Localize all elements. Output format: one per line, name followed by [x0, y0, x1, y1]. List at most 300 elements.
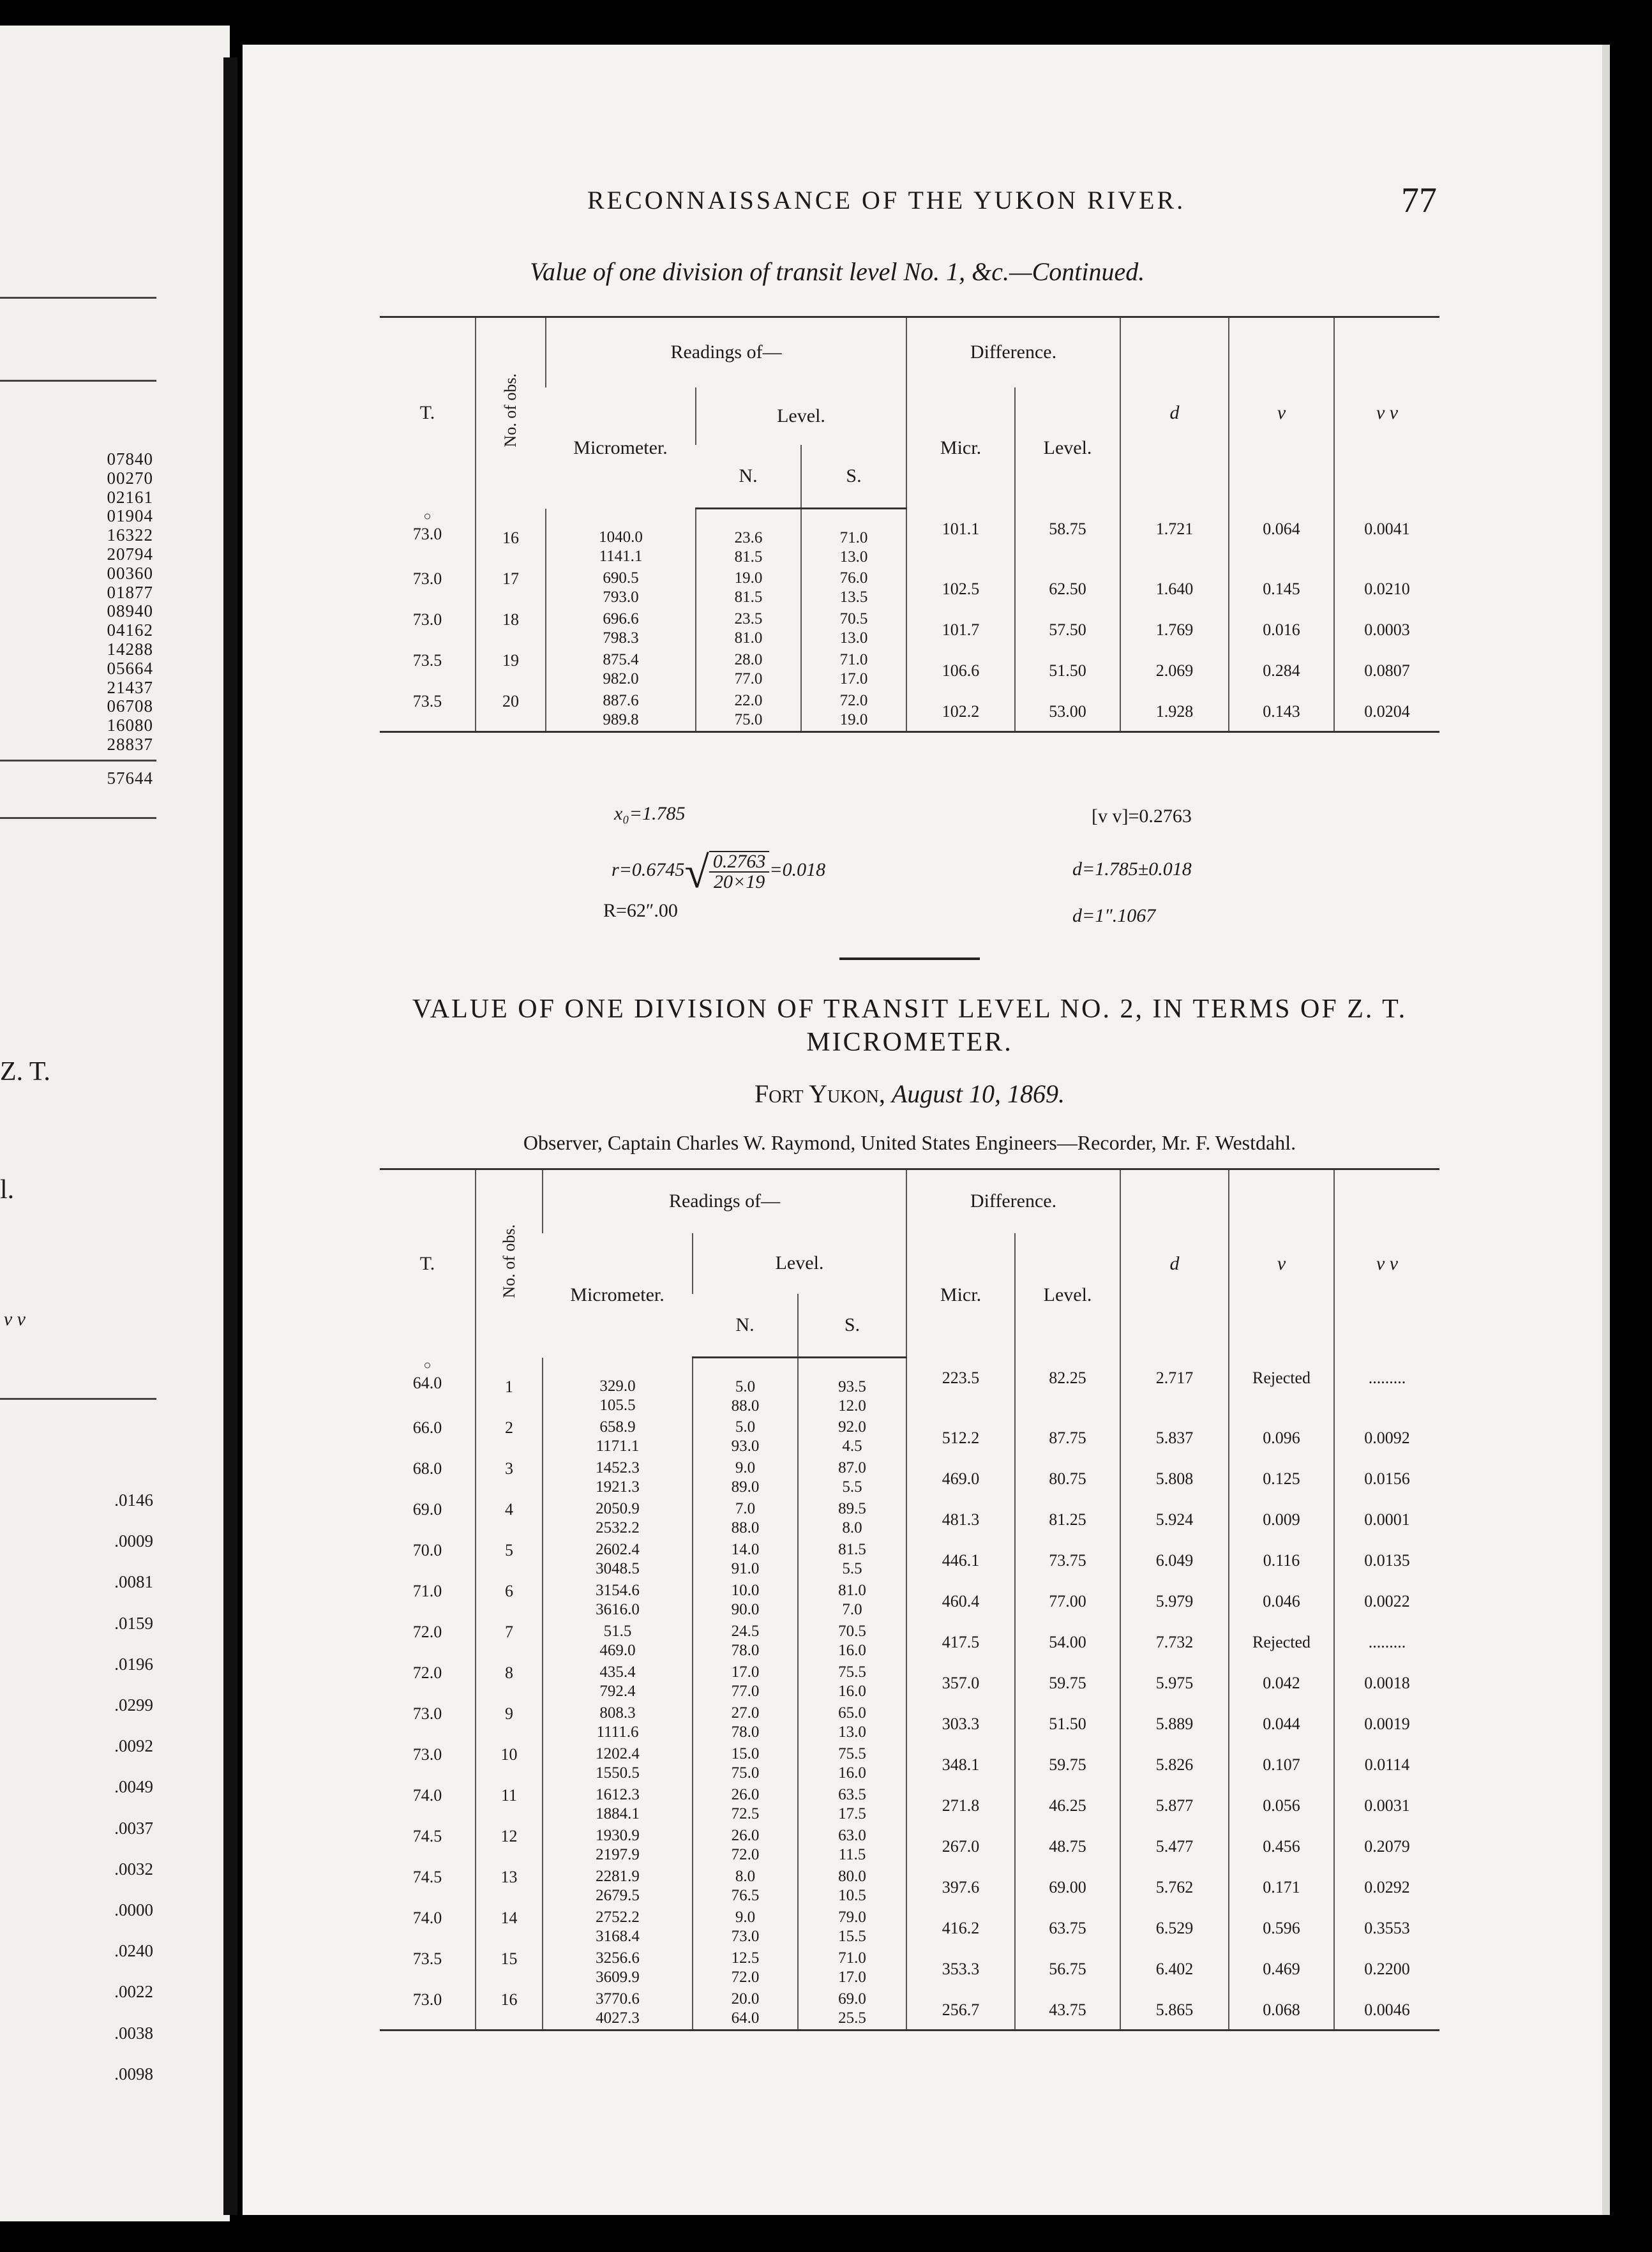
cell-s-value: 63.0: [838, 1826, 866, 1844]
facing-vv-value: .0081: [114, 1572, 153, 1592]
cell-lev: 81.25: [1015, 1499, 1120, 1540]
cell-n-value: 19.0: [734, 569, 763, 587]
cell-t: [380, 1826, 476, 1867]
cell-v: 0.171: [1229, 1867, 1334, 1908]
cell-mic: [543, 1745, 693, 1785]
facing-number: 02161: [107, 487, 153, 507]
cell-n-value: 89.0: [731, 1478, 760, 1496]
cell-n-value: 72.5: [731, 1805, 760, 1822]
cell-obs: 14: [476, 1908, 543, 1949]
table-row: [380, 1867, 1439, 1908]
table-row: [380, 1908, 1439, 1949]
cell-s: [798, 1785, 906, 1826]
table2: [380, 1168, 1439, 2031]
cell-s-value: 13.0: [839, 629, 868, 647]
cell-d: 6.529: [1120, 1908, 1229, 1949]
table-row: [380, 1459, 1439, 1499]
cell-obs: 9: [476, 1704, 543, 1745]
cell-v: Rejected: [1229, 1358, 1334, 1418]
cell-d: 6.402: [1120, 1949, 1229, 1990]
cell-d: 5.808: [1120, 1459, 1229, 1499]
cell-d: 5.889: [1120, 1704, 1229, 1745]
cell-d: 1.928: [1120, 691, 1229, 732]
table1: [380, 316, 1439, 733]
cell-micr: 357.0: [906, 1663, 1015, 1704]
cell-s-value: 13.5: [839, 588, 868, 606]
facing-number: 04162: [107, 620, 153, 640]
cell-mic-value: 105.5: [599, 1396, 636, 1414]
cell-vv: 0.0292: [1334, 1867, 1439, 1908]
cell-lev: 54.00: [1015, 1622, 1120, 1663]
cell-n: [693, 1949, 798, 1990]
cell-t-value: 74.5: [412, 1867, 442, 1886]
cell-mic-value: 1612.3: [596, 1785, 640, 1803]
facing-number: 28837: [107, 735, 153, 754]
cell-mic-value: 3256.6: [596, 1949, 640, 1967]
facing-number: 07840: [107, 449, 153, 469]
cell-s-value: 72.0: [839, 691, 868, 709]
cell-n-value: 23.6: [734, 529, 763, 546]
col-v: v: [1229, 1169, 1334, 1358]
facing-number: 20794: [107, 544, 153, 564]
facing-number: 00360: [107, 563, 153, 583]
facing-page-vv: v v: [3, 1309, 26, 1330]
cell-obs: 12: [476, 1826, 543, 1867]
cell-micr: 469.0: [906, 1459, 1015, 1499]
cell-t-value: 66.0: [412, 1418, 442, 1437]
col-diff-level: Level.: [1015, 1233, 1120, 1358]
cell-n-value: 75.0: [734, 710, 763, 728]
cell-s-value: 89.5: [838, 1499, 866, 1517]
cell-obs: 16: [476, 509, 546, 569]
cell-mic-value: 808.3: [599, 1704, 636, 1722]
cell-s-value: 70.5: [839, 610, 868, 627]
formula-d1: d=1.785±0.018: [1072, 859, 1192, 880]
cell-n-value: 5.0: [735, 1418, 756, 1436]
col-vv: v v: [1334, 1169, 1439, 1358]
table-row: [380, 1418, 1439, 1459]
cell-v: 0.044: [1229, 1704, 1334, 1745]
cell-t-value: 68.0: [412, 1459, 442, 1478]
cell-n-value: 17.0: [731, 1663, 760, 1681]
cell-mic-value: 51.5: [603, 1622, 632, 1640]
cell-lev: 46.25: [1015, 1785, 1120, 1826]
cell-n-value: 64.0: [731, 2009, 760, 2027]
table-row: [380, 509, 1439, 569]
cell-vv: 0.0204: [1334, 691, 1439, 732]
cell-vv: 0.0210: [1334, 569, 1439, 610]
table-row: [380, 1358, 1439, 1418]
cell-mic-value: 1550.5: [596, 1764, 640, 1782]
cell-micr: 223.5: [906, 1358, 1015, 1418]
table1-grid: [380, 316, 1439, 733]
cell-n-value: 91.0: [731, 1559, 760, 1577]
cell-t: [380, 1745, 476, 1785]
cell-vv: 0.0022: [1334, 1581, 1439, 1622]
table-row: [380, 1704, 1439, 1745]
cell-s: [798, 1704, 906, 1745]
section2-observer: Observer, Captain Charles W. Raymond, United States Engineers—Recorder, Mr. F. Westdahl.: [523, 1131, 1296, 1154]
cell-n-value: 12.5: [731, 1949, 760, 1967]
cell-lev: 62.50: [1015, 569, 1120, 610]
cell-obs: 16: [476, 1990, 543, 2031]
formula-r-lhs: r=0.6745: [612, 859, 685, 880]
cell-n: [693, 1540, 798, 1581]
cell-obs: 19: [476, 650, 546, 691]
col-level: Level.: [696, 387, 906, 445]
cell-mic: [543, 1663, 693, 1704]
cell-micr: 256.7: [906, 1990, 1015, 2031]
cell-micr: 512.2: [906, 1418, 1015, 1459]
cell-t: [380, 1358, 476, 1418]
facing-number: 08940: [107, 601, 153, 621]
cell-v: 0.284: [1229, 650, 1334, 691]
formula-R: R=62″.00: [603, 900, 678, 921]
cell-obs: 17: [476, 569, 546, 610]
cell-s: [798, 1663, 906, 1704]
cell-v: 0.116: [1229, 1540, 1334, 1581]
col-obs-label: No. of obs.: [499, 1224, 518, 1298]
cell-micr: 397.6: [906, 1867, 1015, 1908]
table-row: [380, 569, 1439, 610]
cell-mic: [543, 1826, 693, 1867]
cell-micr: 416.2: [906, 1908, 1015, 1949]
cell-s-value: 93.5: [838, 1378, 866, 1395]
cell-micr: 102.5: [906, 569, 1015, 610]
cell-t-value: 73.0: [412, 610, 442, 629]
facing-page-sum: 57644: [107, 769, 153, 788]
cell-s-value: 81.0: [838, 1581, 866, 1599]
cell-mic-value: 1930.9: [596, 1826, 640, 1844]
cell-n: [693, 1622, 798, 1663]
cell-s: [798, 1459, 906, 1499]
cell-mic-value: 435.4: [599, 1663, 636, 1681]
facing-number: 14288: [107, 640, 153, 659]
facing-vv-value: .0092: [114, 1736, 153, 1756]
cell-lev: 69.00: [1015, 1867, 1120, 1908]
cell-micr: 353.3: [906, 1949, 1015, 1990]
rule: [0, 1398, 156, 1400]
cell-vv: 0.0001: [1334, 1499, 1439, 1540]
cell-s-value: 75.5: [838, 1745, 866, 1762]
col-vv: v v: [1334, 317, 1439, 509]
cell-d: 5.979: [1120, 1581, 1229, 1622]
cell-mic: [543, 1785, 693, 1826]
cell-lev: 80.75: [1015, 1459, 1120, 1499]
cell-mic: [543, 1418, 693, 1459]
facing-vv-value: .0240: [114, 1941, 153, 1961]
cell-t-value: 73.0: [412, 569, 442, 588]
fraction-numerator: 0.2763: [709, 852, 770, 873]
cell-lev: 58.75: [1015, 509, 1120, 569]
col-micrometer: Micrometer.: [573, 437, 668, 458]
cell-t-value: 73.0: [412, 1990, 442, 2009]
table-row: [380, 650, 1439, 691]
cell-s-value: 76.0: [839, 569, 868, 587]
cell-n-value: 8.0: [735, 1867, 756, 1885]
cell-s-value: 4.5: [842, 1437, 862, 1455]
cell-s: [801, 610, 906, 650]
cell-n-value: 27.0: [731, 1704, 760, 1722]
formula-x0: x₀=1.785: [614, 803, 686, 824]
cell-obs: 2: [476, 1418, 543, 1459]
cell-mic-value: 3609.9: [596, 1968, 640, 1986]
cell-mic: [546, 691, 696, 732]
cell-s: [798, 1745, 906, 1785]
table-row: [380, 1499, 1439, 1540]
cell-mic-value: 3048.5: [596, 1559, 640, 1577]
cell-lev: 53.00: [1015, 691, 1120, 732]
cell-vv: 0.0114: [1334, 1745, 1439, 1785]
cell-n-value: 88.0: [731, 1397, 760, 1415]
cell-n-value: 81.5: [734, 588, 763, 606]
cell-t: [380, 1704, 476, 1745]
cell-n: [696, 569, 801, 610]
degree-mark: ○: [423, 509, 432, 523]
table-row: [380, 1663, 1439, 1704]
cell-t: [380, 1499, 476, 1540]
cell-mic-value: 2532.2: [596, 1519, 640, 1536]
cell-v: 0.009: [1229, 1499, 1334, 1540]
cell-n: [693, 1581, 798, 1622]
col-difference: Difference.: [906, 1169, 1120, 1233]
cell-n-value: 81.5: [734, 548, 763, 566]
facing-vv-value: .0009: [114, 1531, 153, 1551]
cell-s: [798, 1358, 906, 1418]
cell-mic-value: 3154.6: [596, 1581, 640, 1599]
cell-n-value: 23.5: [734, 610, 763, 627]
cell-lev: 73.75: [1015, 1540, 1120, 1581]
cell-n: [693, 1459, 798, 1499]
cell-n-value: 77.0: [731, 1682, 760, 1700]
cell-t-value: 72.0: [412, 1622, 442, 1641]
facing-number: 21437: [107, 677, 153, 697]
cell-n-value: 28.0: [734, 650, 763, 668]
cell-mic-value: 658.9: [599, 1418, 636, 1436]
cell-t-value: 74.0: [412, 1785, 442, 1805]
cell-t: [380, 1581, 476, 1622]
cell-mic: [543, 1499, 693, 1540]
cell-n: [693, 1663, 798, 1704]
col-d: d: [1120, 1169, 1229, 1358]
cell-n: [693, 1785, 798, 1826]
cell-lev: 51.50: [1015, 650, 1120, 691]
cell-mic: [546, 569, 696, 610]
cell-s: [798, 1867, 906, 1908]
table-row: [380, 1540, 1439, 1581]
cell-lev: 48.75: [1015, 1826, 1120, 1867]
cell-d: 6.049: [1120, 1540, 1229, 1581]
cell-n: [693, 1418, 798, 1459]
cell-n-value: 93.0: [731, 1437, 760, 1455]
cell-micr: 271.8: [906, 1785, 1015, 1826]
cell-mic-value: 1040.0: [599, 528, 643, 546]
facing-vv-value: .0146: [114, 1490, 153, 1510]
cell-n: [693, 1358, 798, 1418]
cell-s-value: 7.0: [842, 1600, 862, 1618]
cell-s-value: 13.0: [839, 548, 868, 566]
cell-s-value: 63.5: [838, 1785, 866, 1803]
cell-n: [696, 509, 801, 569]
cell-n-value: 24.5: [731, 1622, 760, 1640]
cell-n-value: 26.0: [731, 1826, 760, 1844]
cell-obs: 5: [476, 1540, 543, 1581]
cell-v: 0.456: [1229, 1826, 1334, 1867]
cell-t: [380, 509, 476, 569]
cell-mic: [543, 1704, 693, 1745]
cell-s-value: 87.0: [838, 1459, 866, 1476]
cell-d: 5.865: [1120, 1990, 1229, 2031]
cell-s: [798, 1622, 906, 1663]
cell-t-value: 70.0: [412, 1540, 442, 1559]
cell-d: 5.877: [1120, 1785, 1229, 1826]
facing-vv-value: .0049: [114, 1777, 153, 1797]
formula-vv-sum: [v v]=0.2763: [1092, 806, 1192, 827]
cell-vv: 0.0807: [1334, 650, 1439, 691]
cell-s-value: 5.5: [842, 1559, 862, 1577]
cell-t-value: 73.5: [412, 691, 442, 710]
cell-mic-value: 1884.1: [596, 1805, 640, 1822]
cell-n-value: 20.0: [731, 1990, 760, 2008]
cell-s: [801, 691, 906, 732]
cell-t-value: 73.5: [412, 1949, 442, 1968]
separator-rule: [839, 957, 980, 960]
cell-mic: [543, 1622, 693, 1663]
cell-v: 0.107: [1229, 1745, 1334, 1785]
cell-mic-value: 1111.6: [596, 1723, 639, 1741]
cell-mic-value: 3616.0: [596, 1600, 640, 1618]
col-diff-level: Level.: [1015, 387, 1120, 509]
facing-vv-value: .0196: [114, 1654, 153, 1674]
cell-v: 0.068: [1229, 1990, 1334, 2031]
cell-n: [693, 1704, 798, 1745]
facing-vv-value: .0098: [114, 2064, 153, 2083]
cell-s: [801, 509, 906, 569]
cell-n-value: 76.5: [731, 1886, 760, 1904]
cell-s-value: 19.0: [839, 710, 868, 728]
cell-v: 0.064: [1229, 509, 1334, 569]
cell-lev: 43.75: [1015, 1990, 1120, 2031]
fraction-denominator: 20×19: [713, 871, 765, 893]
cell-mic: [543, 1867, 693, 1908]
section2-date: August 10, 1869.: [891, 1079, 1065, 1108]
cell-mic-value: 690.5: [603, 569, 639, 587]
cell-v: 0.469: [1229, 1949, 1334, 1990]
cell-s-value: 16.0: [838, 1682, 866, 1700]
cell-mic-value: 989.8: [603, 710, 639, 728]
cell-mic: [546, 650, 696, 691]
cell-mic-value: 2281.9: [596, 1867, 640, 1885]
cell-s-value: 15.5: [838, 1927, 866, 1945]
cell-n-value: 5.0: [735, 1378, 756, 1395]
cell-micr: 446.1: [906, 1540, 1015, 1581]
cell-mic-value: 2679.5: [596, 1886, 640, 1904]
cell-vv: 0.0031: [1334, 1785, 1439, 1826]
cell-t: [380, 1867, 476, 1908]
cell-mic: [543, 1459, 693, 1499]
cell-d: 5.826: [1120, 1745, 1229, 1785]
cell-lev: 77.00: [1015, 1581, 1120, 1622]
cell-s-value: 13.0: [838, 1723, 866, 1741]
cell-vv: .........: [1334, 1358, 1439, 1418]
col-s: S.: [801, 445, 906, 509]
cell-s: [798, 1826, 906, 1867]
cell-n-value: 78.0: [731, 1641, 760, 1659]
cell-mic-value: 2050.9: [596, 1499, 640, 1517]
cell-mic-value: 2752.2: [596, 1908, 640, 1926]
cell-vv: 0.2200: [1334, 1949, 1439, 1990]
facing-number: 00270: [107, 468, 153, 488]
cell-s-value: 80.0: [838, 1867, 866, 1885]
cell-d: 5.975: [1120, 1663, 1229, 1704]
col-v: v: [1229, 317, 1334, 509]
cell-s-value: 17.0: [839, 670, 868, 687]
cell-n-value: 72.0: [731, 1845, 760, 1863]
cell-n: [693, 1990, 798, 2031]
cell-s: [798, 1949, 906, 1990]
col-difference: Difference.: [906, 317, 1120, 387]
cell-t-value: 72.0: [412, 1663, 442, 1682]
cell-mic-value: 4027.3: [596, 2009, 640, 2027]
cell-mic-value: 696.6: [603, 610, 639, 627]
cell-t: [380, 1663, 476, 1704]
cell-n-value: 26.0: [731, 1785, 760, 1803]
cell-micr: 481.3: [906, 1499, 1015, 1540]
cell-d: 1.640: [1120, 569, 1229, 610]
cell-obs: 7: [476, 1622, 543, 1663]
cell-mic-value: 798.3: [603, 629, 639, 647]
fraction: [709, 851, 770, 892]
cell-micr: 101.1: [906, 509, 1015, 569]
facing-number: 01877: [107, 582, 153, 602]
cell-obs: 11: [476, 1785, 543, 1826]
rule: [0, 817, 156, 819]
cell-s-value: 70.5: [838, 1622, 866, 1640]
table-row: [380, 1745, 1439, 1785]
facing-vv-value: .0037: [114, 1818, 153, 1838]
table-row: [380, 1581, 1439, 1622]
col-level: Level.: [693, 1233, 906, 1294]
cell-s-value: 16.0: [838, 1764, 866, 1782]
table-row: [380, 1826, 1439, 1867]
cell-n-value: 7.0: [735, 1499, 756, 1517]
cell-s: [798, 1990, 906, 2031]
cell-mic-value: 3168.4: [596, 1927, 640, 1945]
table1-caption: Value of one division of transit level No. 1, &c.—Continued.: [530, 257, 1145, 286]
cell-t-value: 64.0: [412, 1373, 442, 1392]
cell-obs: 6: [476, 1581, 543, 1622]
section2-title: VALUE OF ONE DIVISION OF TRANSIT LEVEL NO. 2, IN TERMS OF Z. T. MICROMETER.: [412, 995, 1408, 1057]
col-n: N.: [693, 1294, 798, 1358]
cell-t-value: 73.0: [412, 1704, 442, 1723]
degree-mark: ○: [423, 1358, 432, 1372]
cell-t-value: 73.5: [412, 650, 442, 670]
cell-s: [798, 1581, 906, 1622]
table-row: [380, 1785, 1439, 1826]
cell-t-value: 74.0: [412, 1908, 442, 1927]
cell-d: 5.924: [1120, 1499, 1229, 1540]
cell-mic: [543, 1581, 693, 1622]
cell-obs: 8: [476, 1663, 543, 1704]
cell-mic: [546, 509, 696, 569]
cell-vv: 0.0018: [1334, 1663, 1439, 1704]
cell-s: [801, 650, 906, 691]
cell-n-value: 9.0: [735, 1908, 756, 1926]
col-n: N.: [696, 445, 801, 509]
rule: [0, 760, 156, 762]
cell-s-value: 71.0: [839, 650, 868, 668]
cell-t-value: 73.0: [412, 524, 442, 543]
